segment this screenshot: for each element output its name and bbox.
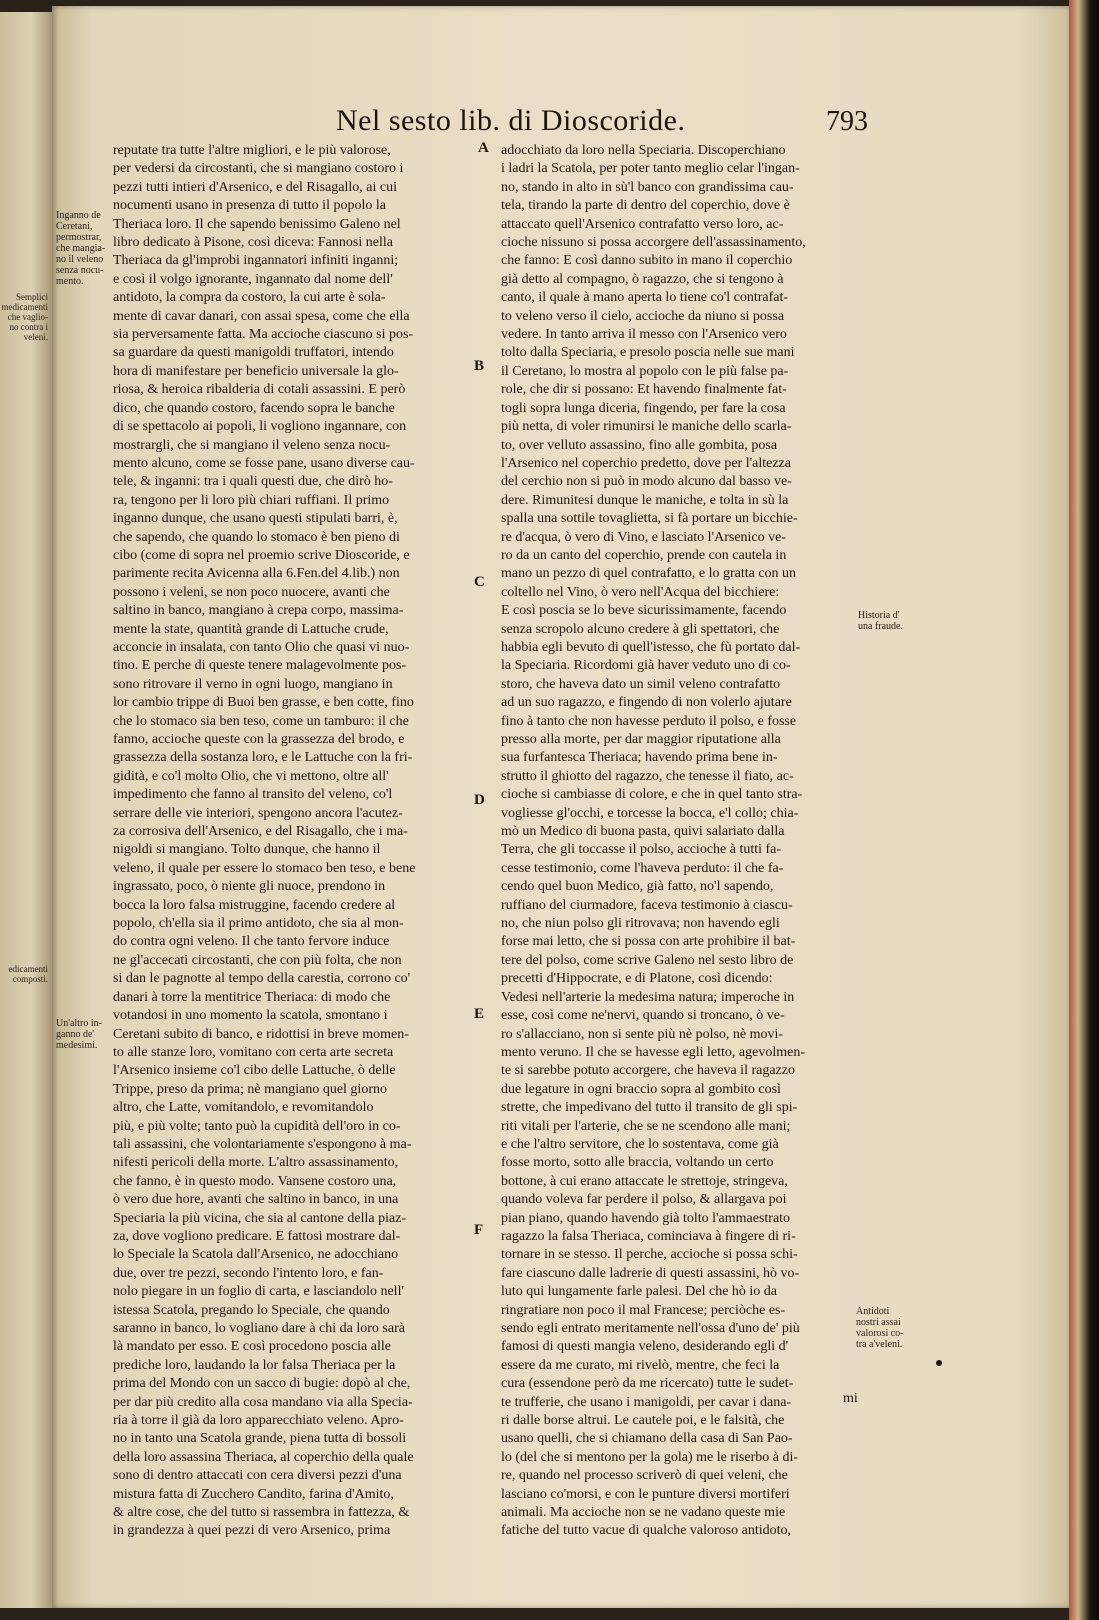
margin-note: Antidoti nostri assai valorosi co- tra a'veleni. — [856, 1306, 904, 1350]
catchword: mi — [843, 1391, 858, 1406]
running-title: Nel sesto lib. di Dioscoride. — [336, 104, 686, 137]
left-text-column: reputate tra tutte l'altre migliori, e le più valorose, per vedersi da circostanti, che si mangiano costoro i pezzi tutti intieri d'Arsenico, e del Risagallo, ai cui nocumenti usano in presenza di tutto il popolo la Theriaca loro. Il che sapendo benissimo Galeno nel libro dedicato à Pisone, così diceva: Fannosi nella Theriaca da gl'improbi ingannatori infiniti inganni; e così il volgo ignorante, ingannato dal nome dell' antidoto, la compra da costoro, la cui arte è sola- mente di cavar danari, con assai spesa, come che ella sia perversamente fatta. Ma accioche ciascuno si pos- sa guardare da questi manigoldi truffatori, intendo hora di manifestare per beneficio universale la glo- riosa, & heroica ribalderia di cotali assassini. E però dico, che quando costoro, facendo sopra le banche di se spettacolo ai popoli, li vogliono ingannare, con mostrargli, che si mangiano il veleno senza nocu- mento alcuno, come se fosse pane, usano diverse cau- tele, & inganni: tra i quali questi due, che dirò ho- ra, tengono per li loro più chiari ruffiani. Il primo inganno dunque, che usano questi stipulati barri, è, che sapendo, che quando lo stomaco è ben pieno di cibo (come di sopra nel proemio scrive Dioscoride, e parimente recita Avicenna alla 6.Fen.del 4.lib.) non possono i veleni, se non poco nuocere, avanti che saltino in banco, mangiano à crepa corpo, massima- mente la state, quantità grande di Lattuche crude, acconcie in insalata, con tanto Olio che quasi vi nuo- tino. E perche di queste tenere malagevolmente pos- sono ritrovare il verno in ogni luogo, mangiano in lor cambio trippe di Buoi ben grasse, e ben cotte, fino che lo stomaco sia ben teso, come un tamburo: il che fanno, accioche queste con la grassezza del brodo, e grassezza della sostanza loro, e le Lattuche con la fri- gidità, e co'l molto Olio, che vi mettono, oltre all' impedimento che fanno al transito del veleno, co'l serrare delle vie interiori, spengono ancora l'acutez- za corrosiva dell'Arsenico, e del Risagallo, che i ma- nigoldi si mangiano. Tolto dunque, che hanno il veleno, il quale per essere lo stomaco ben teso, e bene ingrassato, poco, ò niente gli nuoce, prendono in bocca la loro falsa mistruggine, facendo credere al popolo, ch'ella sia il primo antidoto, che sia al mon- do contra ogni veleno. Il che tanto fervore induce ne gl'accecati circostanti, che con più folta, che non si dan le pagnotte al tempo della carestia, corrono co' danari à torre la mentitrice Theriaca: di modo che votandosi in uno momento la scatola, smontano i Ceretani subito di banco, e ridottisi in breve momen- to alle stanze loro, vomitano con certa arte secreta l'Arsenico insieme co'l cibo delle Lattuche, ò delle Trippe, preso da prima; nè mangiano quel giorno altro, che Latte, vomitandolo, e revomitandolo più, e più volte; tanto può la cupidità dell'oro in co- tali assassini, che volontariamente s'espongono à ma- nifesti pericoli della morte. L'altro assassinamento, che fanno, è in questo modo. Vansene costoro una, ò vero due hore, avanti che saltino in banco, in una Speciaria la più vicina, che sia al cantone della piaz- za, dove vogliono predicare. E fattosi mostrare dal- lo Speciale la Scatola dall'Arsenico, ne adocchiano due, over tre pezzi, secondo l'intento loro, e fan- nolo piegare in un foglio di carta, e lasciandolo nell' istessa Scatola, pregando lo Speciale, che quando saranno in banco, lo vogliano dare à chi da loro sarà là mandato per esso. E così procedono poscia alle prediche loro, laudando la lor falsa Theriaca per la prima del Mondo con un sacco di bugie: dopò al che, per dar più credito alla cosa mandano via alla Specia- ria à torre il già da loro apparecchiato veleno. Apro- no in tanto una Scatola grande, piena tutta di bossoli della loro assassina Theriaca, al coperchio della quale sono di dentro attaccati con cera diversi pezzi d'una mistura fatta di Zucchero Candito, farina d'Amito, & altre cose, che del tutto si rassembra in fattezza, & in grandezza à quei pezzi di vero Arsenico, prima — [113, 143, 416, 1539]
section-letter: B — [474, 358, 485, 374]
section-letter: F — [474, 1222, 484, 1238]
facing-page-note: Semplici medicamenti che vaglio- no contra i veleni. — [1, 292, 48, 342]
section-letter: C — [474, 574, 485, 590]
margin-note: Un'altro in- ganno de' medesimi. — [56, 1018, 102, 1051]
right-text-column: adocchiato da loro nella Speciaria. Discoperchiano i ladri la Scatola, per poter tanto meglio celar l'ingan- no, stando in alto in sù'l banco con grandissima cau- tela, tirando la parte di dentro del coperchio, dove è attaccato quell'Arsenico contrafatto verso loro, ac- cioche nissuno si possa accorgere dell'assassinamento, che fanno: E così danno subito in mano il coperchio già detto al compagno, ò ragazzo, che si tengono à canto, il quale à mano aperta lo tiene co'l contrafat- to veleno verso il cielo, accioche da niuno si possa vedere. In tanto arriva il messo con l'Arsenico vero tolto dalla Speciaria, e presolo poscia nelle sue mani il Ceretano, lo mostra al popolo con le più false pa- role, che dir si possano: Et havendo finalmente fat- togli sopra lunga diceria, fingendo, per fare la cosa più netta, di voler rimunirsi le maniche dello scarla- to, over velluto assassino, fino alle gombita, posa l'Arsenico nel coperchio predetto, dove per l'altezza del cerchio non si può in modo alcuno dal basso ve- dere. Rimunitesi dunque le maniche, e tolta in sù la spalla una sottile tovaglietta, si fà portare un bicchie- re d'acqua, ò vero di Vino, e lasciato l'Arsenico ve- ro da un canto del coperchio, prende con cautela in mano un pezzo di quel contrafatto, e lo gratta con un coltello nel Vino, ò vero nell'Acqua del bicchiere: E così poscia se lo beve sicurissimamente, facendo senza scropolo alcuno credere à gli spettatori, che habbia egli bevuto di quell'istesso, che fù portato dal- la Speciaria. Ricordomi già haver veduto uno di co- storo, che haveva dato un simil veleno contrafatto ad un suo ragazzo, e fingendo di non volerlo ajutare fino à tanto che non havesse perduto il polso, e fosse presso alla morte, per dar maggior riputatione alla sua furfantesca Theriaca; havendo prima bene in- strutto il ghiotto del ragazzo, che tenesse il fiato, ac- cioche si cambiasse di colore, e che in quel tanto stra- vogliesse gl'occhi, e torcesse la bocca, e'l collo; chia- mò un Medico di buona pasta, quivi salariato dalla Terra, che gli toccasse il polso, accioche à tutti fa- cesse testimonio, come l'haveva perduto: il che fa- cendo quel buon Medico, già fatto, no'l sapendo, ruffiano del ciurmadore, faceva testimonio à ciascu- no, che niun polso gli ritrovava; non havendo egli forse mai letto, che si possa con arte prohibire il bat- tere del polso, come scrive Galeno nel sesto libro de precetti d'Hippocrate, e di Platone, così dicendo: Vedesi nell'arterie la medesima natura; imperoche in esse, così come ne'nervi, quando si troncano, ò ve- ro s'allacciano, non si sente più nè polso, nè movi- mento veruno. Il che se havesse egli letto, agevolmen- te si sarebbe potuto accorgere, che haveva il ragazzo due legature in ogni braccio sopra al gombito così strette, che impedivano del tutto il transito de gli spi- riti vitali per l'arterie, che se ne scendono alle mani; e che l'altro servitore, che lo sostentava, come già fosse morto, sotto alle braccia, voltando un certo bottone, à cui erano attaccate le strettoje, stringeva, quando voleva far perdere il polso, & allargava poi pian piano, quando havendo già tolto l'ammaestrato ragazzo la falsa Theriaca, cominciava à fingere di ri- tornare in se stesso. Il perche, accioche si possa schi- fare ciascuno dalle ladrerie di questi assassini, hò vo- luto qui lungamente farle palesi. Del che hò io da ringratiare non poco il mal Francese; perciòche es- sendo egli entrato meritamente nell'ossa d'uno de' più famosi di questi mangia veleno, desiderando egli d' essere da me curato, mi rivelò, mentre, che feci la cura (essendone però da me ricercato) tutte le sudet- te trufferie, che usano i manigoldi, per cavar i dana- ri dalle borse altrui. Le cautele poi, e le falsità, che usano quelli, che si chiamano della casa di San Pao- lo (del che si mentono per la gola) me le riserbo à di- re, quando nel processo scriverò di quei veleni, che lasciano co'morsi, e con le punture diversi mortiferi animali. Ma accioche non se ne vadano queste mie fatiche del tutto vacue di qualche valoroso antidoto, — [501, 143, 806, 1539]
margin-note: Historia d' una fraude. — [858, 610, 903, 632]
page-number: 793 — [826, 106, 868, 137]
section-letter: D — [474, 792, 485, 808]
section-letter: E — [474, 1006, 485, 1022]
margin-note: Inganno de Ceretani, permostrar, che mangia- no il veleno senza nocu- mento. — [56, 210, 106, 287]
ink-dot — [936, 1360, 942, 1366]
facing-page-note: edicamenti composti. — [8, 964, 48, 984]
facing-page-edge — [0, 12, 52, 1608]
page-edge — [1069, 0, 1099, 1620]
section-letter: A — [478, 140, 489, 156]
